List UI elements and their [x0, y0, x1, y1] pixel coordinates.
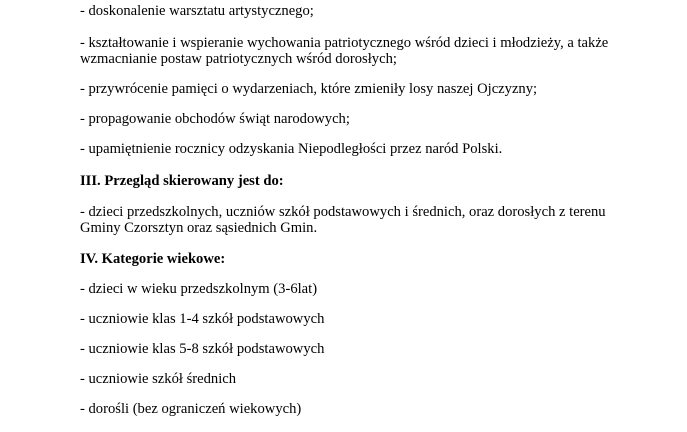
- list-item: - dzieci przedszkolnych, uczniów szkół podstawowych i średnich, oraz dorosłych z terenu: [80, 204, 606, 220]
- list-item: - dorośli (bez ograniczeń wiekowych): [80, 401, 302, 417]
- list-item: - kształtowanie i wspieranie wychowania patriotycznego wśród dzieci i młodzieży, a także: [80, 35, 609, 51]
- list-item: - dzieci w wieku przedszkolnym (3-6lat): [80, 281, 318, 297]
- section-heading: III. Przegląd skierowany jest do:: [80, 173, 284, 189]
- list-item: - uczniowie szkół średnich: [80, 371, 237, 387]
- list-item: - upamiętnienie rocznicy odzyskania Niepodległości przez naród Polski.: [80, 141, 503, 157]
- list-item: - doskonalenie warsztatu artystycznego;: [80, 3, 314, 19]
- list-item: - przywrócenie pamięci o wydarzeniach, które zmieniły losy naszej Ojczyzny;: [80, 81, 538, 97]
- list-item-continuation: Gminy Czorsztyn oraz sąsiednich Gmin.: [80, 220, 318, 236]
- list-item: - uczniowie klas 1-4 szkół podstawowych: [80, 311, 325, 327]
- list-item-continuation: wzmacnianie postaw patriotycznych wśród dorosłych;: [80, 51, 397, 67]
- list-item: - uczniowie klas 5-8 szkół podstawowych: [80, 341, 325, 357]
- section-heading: IV. Kategorie wiekowe:: [80, 251, 226, 267]
- list-item: - propagowanie obchodów świąt narodowych;: [80, 111, 350, 127]
